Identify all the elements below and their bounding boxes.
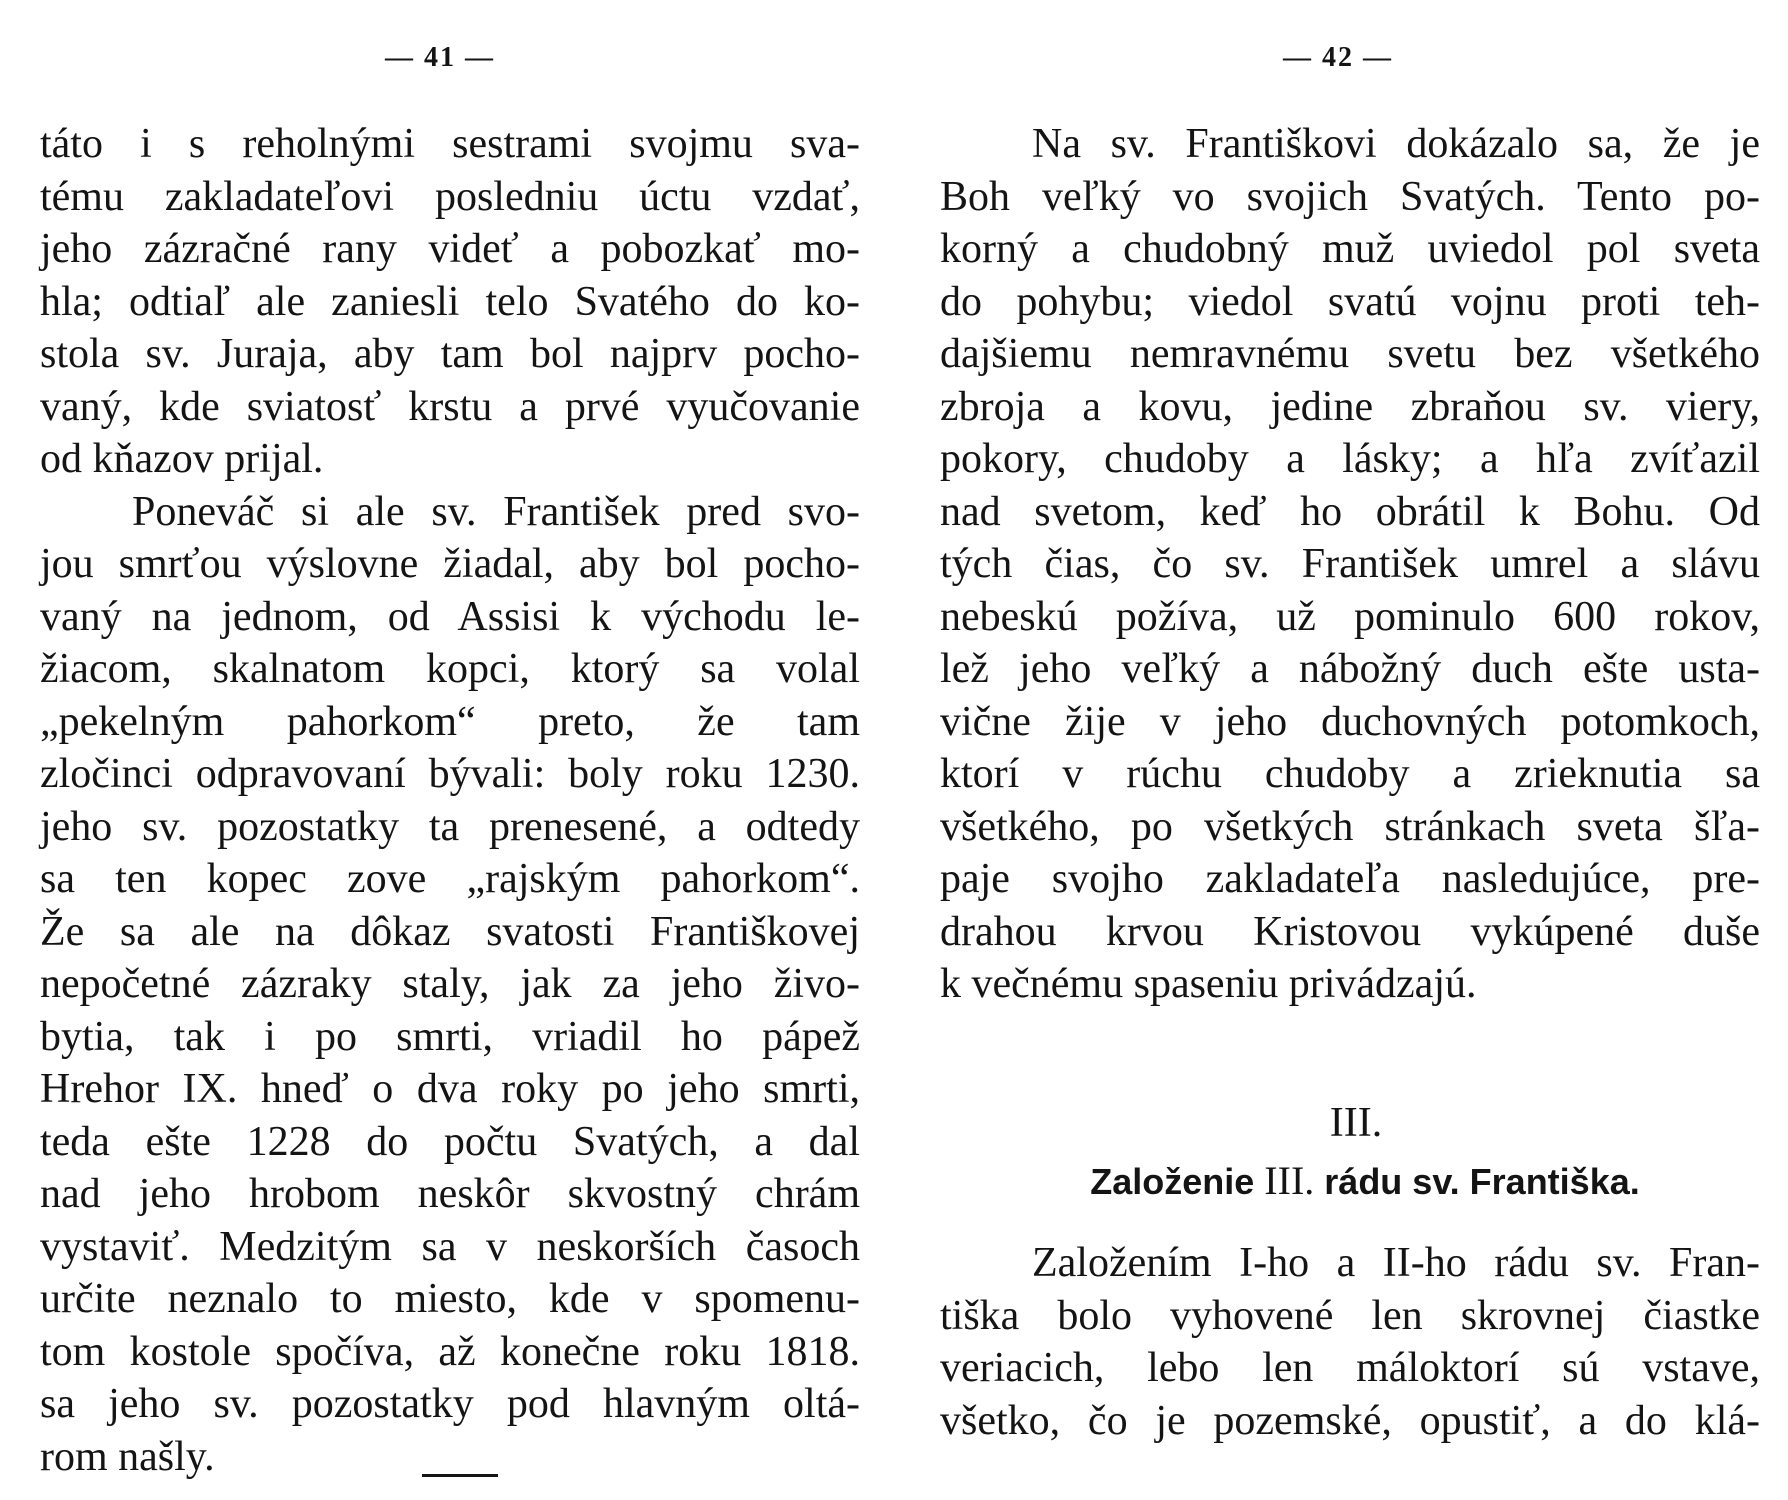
text-line: zbroja a kovu, jedine zbraňou sv. viery, [940,383,1760,430]
text-line: všetkého, po všetkých stránkach sveta šľa- [940,803,1760,850]
text-line: nad svetom, keď ho obrátil k Bohu. Od [940,488,1760,535]
text-line: tiška bolo vyhovené len skrovnej čiastke [940,1292,1760,1339]
text-line: žiacom, skalnatom kopci, ktorý sa volal [40,646,860,692]
left-page [40,0,860,1500]
text-line: vaný, kde sviatosť krstu a prvé vyučovanie [40,383,860,430]
text-line: tému zakladateľovi posledniu úctu vzdať, [40,173,860,220]
text-line: vystaviť. Medzitým sa v neskorších časoch [40,1223,860,1270]
text-line: Na sv. Františkovi dokázalo sa, že je [1032,121,1760,167]
text-line: pokory, chudoby a lásky; a hľa zvíťazil [940,436,1760,482]
right-page-number: — 42 — [1283,42,1393,73]
text-line: vaný na jednom, od Assisi k východu le- [40,593,860,640]
text-line: rom našly. [40,1433,215,1480]
text-line: tých čias, čo sv. František umrel a slávu [940,541,1760,587]
text-line: tom kostole spočíva, až konečne roku 1818. [40,1328,860,1375]
section-title [940,1155,1760,1208]
text-line: táto i s reholnými sestrami svojmu sva- [40,121,860,167]
left-page-body [40,118,860,1483]
text-line: jou smrťou výslovne žiadal, aby bol pocho- [40,541,860,587]
text-line: sa ten kopec zove „rajským pahorkom“. [40,856,860,902]
section-title-part: rádu sv. Františka. [1324,1161,1640,1202]
right-page-body [940,118,1760,1011]
text-line: Poneváč si ale sv. František pred svo- [132,488,860,535]
left-page-number: — 41 — [385,42,495,73]
text-line: zločinci odpravovaní bývali: boly roku 1230. [40,751,860,797]
text-line: ktorí v rúchu chudoby a zrieknutia sa [940,751,1760,797]
text-line: dajšiemu nemravnému svetu bez všetkého [940,331,1760,377]
text-line: stola sv. Juraja, aby tam bol najprv pocho- [40,331,860,377]
text-line: paje svojho zakladateľa nasledujúce, pre- [940,856,1760,902]
section-numeral: III. [1329,1100,1383,1146]
text-line: k večnému spaseniu privádzajú. [940,961,1477,1007]
text-line: korný a chudobný muž uviedol pol sveta [940,226,1760,272]
section-title-part: III. [1264,1158,1315,1203]
text-line: Založením I-ho a II-ho rádu sv. Fran- [1032,1240,1760,1286]
text-line: do pohybu; viedol svatú vojnu proti teh- [940,278,1760,325]
text-line: určite neznalo to miesto, kde v spomenu- [40,1276,860,1322]
right-page-section-body [940,1237,1760,1447]
text-line: nepočetné zázraky staly, jak za jeho živo- [40,961,860,1007]
text-line: všetko, čo je pozemské, opustiť, a do klá- [940,1397,1760,1444]
text-line: jeho sv. pozostatky ta prenesené, a odtedy [40,803,860,850]
text-line: lež jeho veľký a nábožný duch ešte usta- [940,646,1760,692]
text-line: teda ešte 1228 do počtu Svatých, a dal [40,1118,860,1165]
text-line: „pekelným pahorkom“ preto, že tam [40,698,860,745]
text-line: Hrehor IX. hneď o dva roky po jeho smrti, [40,1066,860,1112]
text-line: nebeskú požíva, už pominulo 600 rokov, [940,593,1760,640]
text-line: jeho zázračné rany videť a pobozkať mo- [40,226,860,272]
text-line: od kňazov prijal. [40,436,324,482]
section-end-rule [422,1474,498,1477]
text-line: sa jeho sv. pozostatky pod hlavným oltá- [40,1381,860,1427]
text-line: drahou krvou Kristovou vykúpené duše [940,908,1760,955]
right-page [940,0,1760,1500]
text-line: nad jeho hrobom neskôr skvostný chrám [40,1171,860,1217]
text-line: Boh veľký vo svojich Svatých. Tento po- [940,173,1760,220]
text-line: veriacich, lebo len máloktorí sú vstave, [940,1345,1760,1391]
text-line: bytia, tak i po smrti, vriadil ho pápež [40,1013,860,1060]
section-title-part: Založenie [1090,1161,1255,1202]
text-line: Že sa ale na dôkaz svatosti Františkovej [40,908,860,955]
text-line: vične žije v jeho duchovných potomkoch, [940,698,1760,745]
text-line: hla; odtiaľ ale zaniesli telo Svatého do ko- [40,278,860,325]
